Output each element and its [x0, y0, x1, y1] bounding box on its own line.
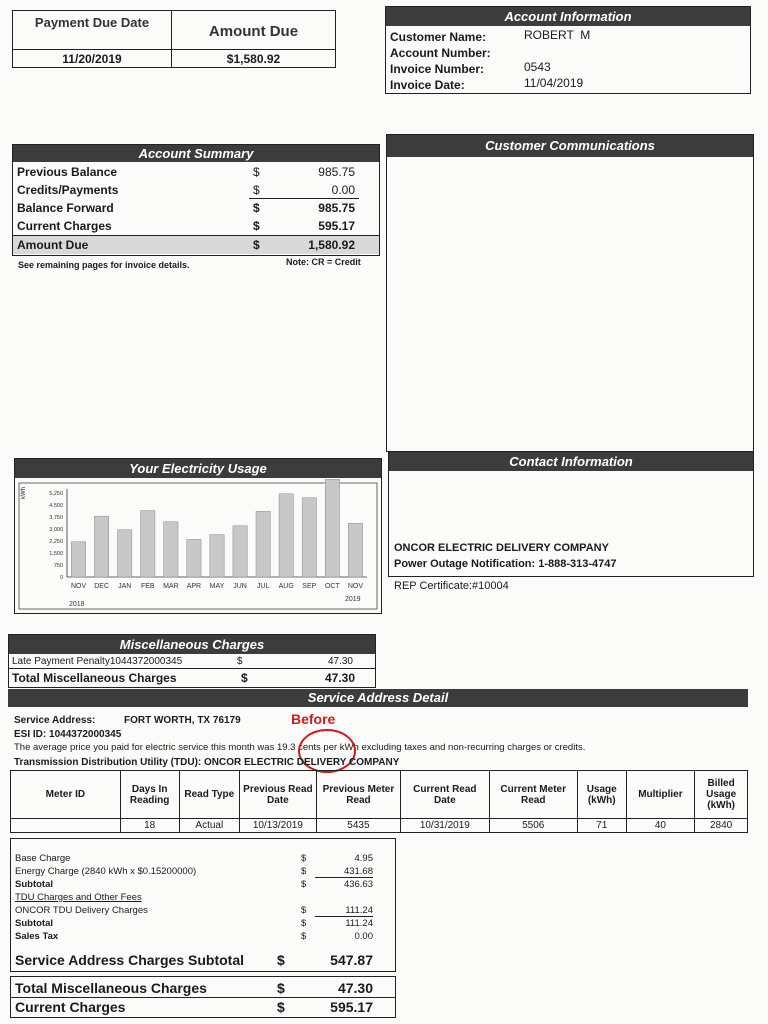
total-misc-cur: $	[277, 980, 285, 996]
total-current-label: Current Charges	[15, 999, 126, 1015]
misc-charges-box	[8, 634, 376, 688]
meter-header: Multiplier	[626, 771, 695, 819]
x-tick-label: JAN	[118, 583, 132, 590]
x-tick-label: JUN	[233, 583, 247, 590]
divider	[13, 49, 335, 50]
summary-value: 595.17	[318, 219, 355, 233]
summary-row	[13, 235, 379, 254]
charge-cur: $	[301, 905, 307, 916]
summary-row	[13, 217, 379, 235]
usage-bar	[187, 539, 201, 577]
x-tick-label: JUL	[256, 583, 270, 590]
total-misc-label: Total Miscellaneous Charges	[15, 980, 207, 996]
summary-note-left: See remaining pages for invoice details.	[18, 260, 190, 270]
charge-row	[15, 879, 391, 892]
charge-value: 111.24	[315, 905, 373, 917]
payment-due-date: 11/20/2019	[62, 52, 122, 66]
y-tick-label: 3,000	[49, 527, 63, 533]
payment-due-label: Payment Due Date	[34, 15, 150, 30]
label: Account Number:	[390, 46, 491, 60]
meter-header: Days In Reading	[120, 771, 179, 819]
avg-text-post: per kWh excluding taxes and non-recurring charges or credits.	[320, 742, 586, 753]
total-misc-value: 47.30	[337, 980, 373, 996]
meter-data-row	[11, 819, 748, 833]
charge-row	[15, 853, 391, 866]
y-tick-label: 5,250	[49, 491, 63, 497]
usage-bar	[141, 511, 155, 577]
charge-cur: $	[301, 931, 307, 942]
misc-total-value: 47.30	[324, 671, 355, 685]
charges-box	[10, 838, 396, 972]
chart-year-end: 2019	[345, 596, 361, 603]
account-summary-box	[12, 144, 380, 256]
contact-company: ONCOR ELECTRIC DELIVERY COMPANY	[394, 542, 609, 554]
payment-due-box	[12, 10, 336, 68]
charge-cur: $	[301, 879, 307, 890]
charge-cur: $	[301, 918, 307, 929]
y-tick-label: 750	[53, 563, 63, 569]
chart-year-start: 2018	[69, 601, 85, 608]
charge-label: Subtotal	[15, 879, 53, 890]
summary-cur: $	[253, 201, 260, 215]
summary-cur: $	[253, 219, 260, 233]
summary-cur: $	[253, 238, 260, 252]
service-subtotal-value: 547.87	[330, 952, 373, 968]
x-tick-label: AUG	[278, 583, 294, 590]
meter-header: Current Meter Read	[489, 771, 577, 819]
charge-label: Subtotal	[15, 918, 53, 929]
misc-row-value: 47.30	[327, 656, 353, 667]
meter-cell: 71	[577, 819, 626, 833]
usage-bar	[348, 523, 362, 577]
y-tick-label: 1,500	[49, 551, 63, 557]
service-subtotal-label: Service Address Charges Subtotal	[15, 952, 245, 968]
charge-row	[15, 931, 391, 944]
totals-box	[10, 976, 396, 1018]
usage-bar	[210, 535, 224, 577]
summary-cur: $	[253, 165, 260, 179]
usage-bar	[279, 494, 293, 577]
summary-label: Balance Forward	[17, 201, 114, 215]
misc-charges-title: Miscellaneous Charges	[9, 635, 375, 654]
charge-value: 431.68	[315, 866, 373, 878]
meter-cell: 5506	[489, 819, 577, 833]
charge-label: Base Charge	[15, 853, 71, 864]
tdu-line: Transmission Distribution Utility (TDU): ONCOR ELECTRIC DELIVERY COMPANY	[14, 757, 400, 768]
meter-header: Current Read Date	[401, 771, 489, 819]
summary-label: Current Charges	[17, 219, 112, 233]
x-tick-label: OCT	[324, 583, 340, 590]
charge-cur: $	[301, 853, 307, 864]
y-tick-label: 0	[59, 575, 63, 581]
account-info-values	[524, 27, 590, 91]
summary-value: 0.00	[331, 183, 355, 197]
electricity-usage-box	[14, 458, 382, 614]
meter-header: Read Type	[179, 771, 240, 819]
x-tick-label: MAY	[209, 583, 225, 590]
charge-value: 436.63	[343, 879, 373, 890]
charge-value: 4.95	[354, 853, 373, 864]
summary-label: Credits/Payments	[17, 183, 119, 197]
rep-certificate: REP Certificate:#10004	[394, 580, 509, 592]
usage-bar	[256, 511, 270, 577]
misc-row-cur: $	[237, 656, 243, 667]
divider	[11, 997, 395, 998]
customer-name: ROBERT M	[524, 28, 591, 42]
service-address-label: Service Address:	[14, 715, 96, 726]
usage-bar	[325, 479, 339, 577]
summary-label: Previous Balance	[17, 165, 118, 179]
meter-header: Meter ID	[11, 771, 121, 819]
total-current-value: 595.17	[330, 999, 373, 1015]
usage-bar	[94, 516, 108, 577]
summary-value: 985.75	[318, 201, 355, 215]
x-tick-label: NOV	[347, 583, 364, 590]
misc-total-label: Total Miscellaneous Charges	[12, 671, 177, 685]
service-address-value: FORT WORTH, TX 76179	[124, 715, 241, 726]
meter-header: Previous Meter Read	[316, 771, 400, 819]
summary-row	[13, 163, 379, 181]
meter-cell: 40	[626, 819, 695, 833]
contact-info-box	[388, 451, 754, 577]
summary-row	[13, 181, 379, 199]
amount-due-value: $1,580.92	[226, 52, 281, 66]
avg-price: 19.3 cents	[276, 742, 321, 753]
amount-due-label: Amount Due	[208, 23, 299, 40]
charge-label: ONCOR TDU Delivery Charges	[15, 905, 148, 916]
summary-label: Amount Due	[17, 238, 89, 252]
meter-cell: 10/13/2019	[240, 819, 317, 833]
before-annotation: Before	[291, 711, 336, 727]
usage-bar	[118, 530, 132, 577]
meter-header: Usage (kWh)	[577, 771, 626, 819]
misc-total-cur: $	[241, 671, 248, 685]
contact-outage: Power Outage Notification: 1-888-313-4747	[394, 558, 617, 570]
usage-bar	[164, 522, 178, 577]
label: Invoice Number:	[390, 62, 485, 76]
x-tick-label: MAR	[163, 583, 179, 590]
x-tick-label: SEP	[302, 583, 317, 590]
contact-info-title: Contact Information	[389, 452, 753, 471]
avg-text-pre: The average price you paid for electric service this month was	[14, 742, 277, 753]
meter-cell: 2840	[695, 819, 748, 833]
meter-cell: Actual	[179, 819, 240, 833]
meter-cell: 10/31/2019	[401, 819, 489, 833]
charge-value: 111.24	[345, 918, 373, 929]
summary-cur: $	[253, 183, 260, 197]
invoice-number: 0543	[524, 60, 551, 74]
charge-label: Energy Charge (2840 kWh x $0.15200000)	[15, 866, 197, 877]
summary-note-right: Note: CR = Credit	[286, 257, 361, 267]
label: Customer Name:	[390, 30, 487, 44]
total-current-cur: $	[277, 999, 285, 1015]
charge-row	[15, 892, 391, 905]
summary-value: 1,580.92	[308, 238, 355, 252]
meter-header-row	[11, 771, 748, 819]
account-number	[524, 43, 590, 59]
meter-header: Billed Usage (kWh)	[695, 771, 748, 819]
charge-label: TDU Charges and Other Fees	[15, 892, 142, 903]
account-info-title: Account Information	[386, 7, 750, 26]
usage-bar	[302, 498, 316, 577]
meter-cell: 5435	[316, 819, 400, 833]
usage-chart	[15, 479, 381, 613]
divider	[9, 668, 375, 669]
charge-value: 0.00	[354, 931, 373, 942]
x-tick-label: APR	[186, 583, 202, 590]
charge-label: Sales Tax	[15, 931, 59, 942]
misc-row-label: Late Payment Penalty1044372000345	[12, 656, 183, 667]
service-address-title: Service Address Detail	[8, 689, 748, 707]
meter-table	[10, 770, 748, 833]
account-info-box	[385, 6, 751, 94]
x-tick-label: NOV	[70, 583, 87, 590]
invoice-date: 11/04/2019	[524, 76, 584, 90]
summary-value: 985.75	[318, 165, 355, 179]
label: Invoice Date:	[390, 78, 465, 92]
charge-row	[15, 866, 391, 879]
charge-cur: $	[301, 866, 307, 877]
usage-bar	[233, 526, 247, 577]
charge-row	[15, 918, 391, 931]
customer-communications-title: Customer Communications	[387, 135, 753, 157]
meter-header: Previous Read Date	[240, 771, 317, 819]
account-summary-title: Account Summary	[13, 145, 379, 162]
summary-row	[13, 199, 379, 217]
x-tick-label: DEC	[94, 583, 110, 590]
customer-communications-box	[386, 134, 754, 452]
account-info-labels	[390, 29, 491, 93]
service-subtotal-cur: $	[277, 952, 285, 968]
meter-cell	[11, 819, 121, 833]
y-tick-label: 3,750	[49, 515, 63, 521]
charge-row	[15, 905, 391, 918]
esi-id: ESI ID: 1044372000345	[14, 729, 122, 740]
electricity-usage-title: Your Electricity Usage	[15, 459, 381, 478]
chart-ylabel: kWh	[21, 487, 27, 499]
y-tick-label: 2,250	[49, 539, 63, 545]
y-tick-label: 4,500	[49, 503, 63, 509]
x-tick-label: FEB	[140, 583, 155, 590]
usage-bar	[71, 542, 85, 577]
meter-cell: 18	[120, 819, 179, 833]
